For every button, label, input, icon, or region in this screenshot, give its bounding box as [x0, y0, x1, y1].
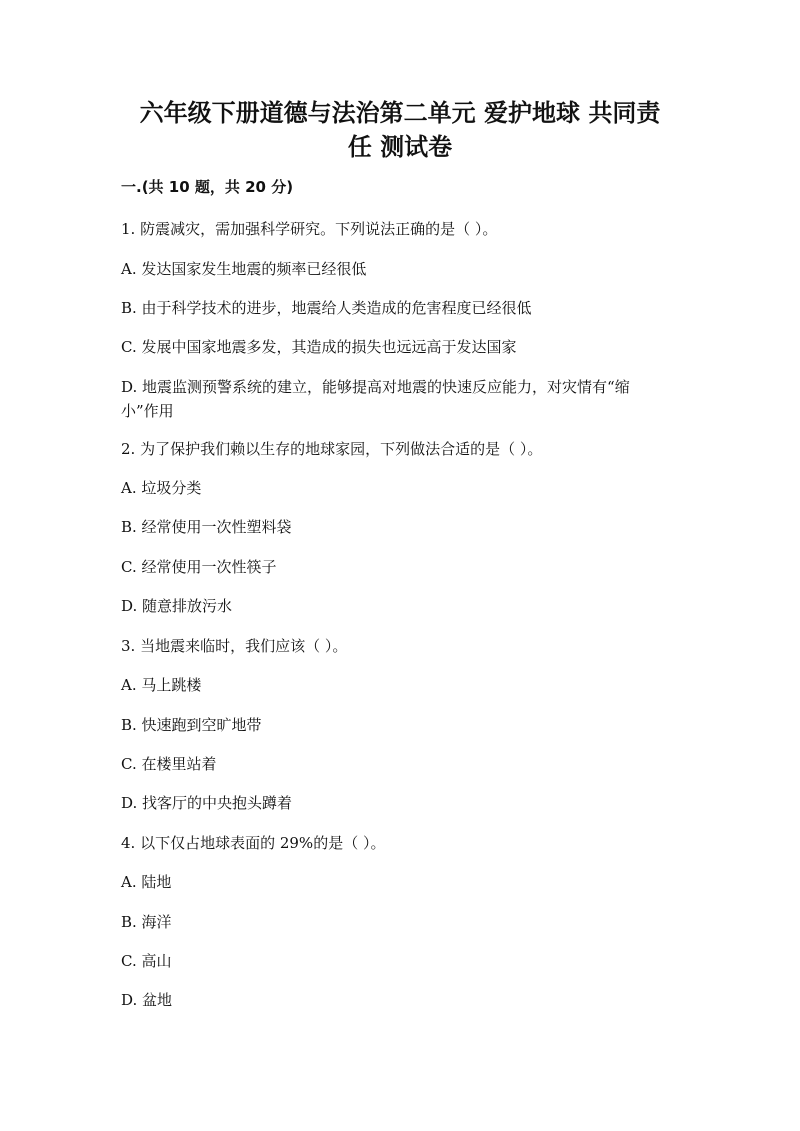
- exam-title: [110, 96, 690, 164]
- question-4-option-d: D. 盆地: [121, 991, 173, 1009]
- exam-title-line-2: 任 测试卷: [347, 133, 453, 161]
- question-1-option-d-continued: 小”作用: [121, 402, 174, 420]
- section-heading: 一.(共 10 题，共 20 分): [121, 178, 294, 196]
- question-4-option-b: B. 海洋: [121, 913, 172, 931]
- question-4-option-a: A. 陆地: [121, 873, 172, 891]
- question-3-option-c: C. 在楼里站着: [121, 755, 217, 773]
- question-2-option-c: C. 经常使用一次性筷子: [121, 558, 277, 576]
- question-1-option-b: B. 由于科学技术的进步，地震给人类造成的危害程度已经很低: [121, 299, 532, 317]
- question-4-stem: 4. 以下仅占地球表面的 29%的是（ ）。: [121, 834, 386, 852]
- question-2-option-a: A. 垃圾分类: [121, 479, 202, 497]
- question-1-option-d: D. 地震监测预警系统的建立，能够提高对地震的快速反应能力，对灾情有“缩: [121, 378, 630, 396]
- question-1-option-c: C. 发展中国家地震多发，其造成的损失也远远高于发达国家: [121, 338, 517, 356]
- exam-title-line-1: 六年级下册道德与法治第二单元 爱护地球 共同责: [139, 99, 661, 127]
- question-3-option-d: D. 找客厅的中央抱头蹲着: [121, 794, 293, 812]
- question-4-option-c: C. 高山: [121, 952, 172, 970]
- question-1-stem: 1. 防震减灾，需加强科学研究。下列说法正确的是（ ）。: [121, 220, 498, 238]
- question-3-option-a: A. 马上跳楼: [121, 676, 202, 694]
- question-2-stem: 2. 为了保护我们赖以生存的地球家园，下列做法合适的是（ ）。: [121, 440, 543, 458]
- question-3-stem: 3. 当地震来临时，我们应该（ ）。: [121, 637, 348, 655]
- question-2-option-b: B. 经常使用一次性塑料袋: [121, 518, 292, 536]
- question-1-option-a: A. 发达国家发生地震的频率已经很低: [121, 260, 367, 278]
- question-2-option-d: D. 随意排放污水: [121, 597, 233, 615]
- question-3-option-b: B. 快速跑到空旷地带: [121, 716, 262, 734]
